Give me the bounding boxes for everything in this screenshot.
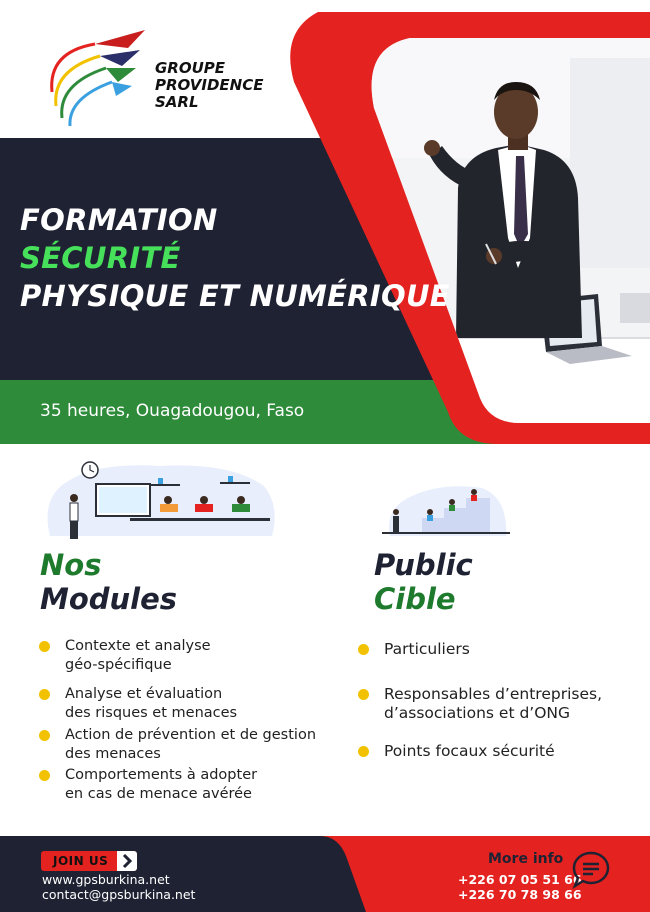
- chevron-right-icon: [117, 851, 137, 871]
- company-logo: [40, 22, 150, 132]
- company-name-line2: PROVIDENCE: [155, 76, 264, 94]
- phone-number-2[interactable]: +226 70 78 98 66: [458, 887, 582, 902]
- hero-title-line3: PHYSIQUE ET NUMÉRIQUE: [20, 279, 450, 313]
- chat-bubble-icon: [571, 850, 611, 890]
- course-info: 35 heures, Ouagadougou, Faso: [40, 401, 305, 421]
- public-line: Points focaux sécurité: [384, 742, 555, 760]
- bullet-dot-icon: [39, 641, 50, 652]
- audience-illustration: [382, 476, 510, 542]
- module-line: des menaces: [65, 746, 161, 762]
- module-line: Analyse et évaluation: [65, 686, 223, 702]
- list-item: [65, 766, 257, 804]
- bullet-dot-icon: [358, 746, 369, 757]
- classroom-illustration: [40, 456, 280, 544]
- module-line: Contexte et analyse: [65, 638, 211, 654]
- list-item: [65, 637, 211, 675]
- public-line: Particuliers: [384, 640, 470, 658]
- email-link[interactable]: contact@gpsburkina.net: [42, 887, 196, 902]
- company-name: [155, 60, 263, 111]
- module-line: géo-spécifique: [65, 657, 172, 673]
- hero-title-line1: FORMATION: [20, 203, 218, 237]
- company-name-line1: GROUPE: [155, 59, 226, 77]
- presenter-photo: [370, 38, 650, 423]
- list-item: [384, 685, 602, 723]
- website-link[interactable]: www.gpsburkina.net: [42, 872, 170, 887]
- list-item: [65, 726, 316, 764]
- list-item: [65, 685, 237, 723]
- modules-heading-line2: Modules: [40, 582, 178, 616]
- public-heading-line2: Cible: [374, 582, 456, 616]
- module-line: en cas de menace avérée: [65, 786, 252, 802]
- hero-title-line2: SÉCURITÉ: [20, 241, 181, 275]
- bullet-dot-icon: [39, 689, 50, 700]
- join-us-label: JOIN US: [53, 854, 109, 868]
- join-us-button[interactable]: [41, 851, 137, 871]
- more-info-label: More info: [488, 851, 564, 867]
- public-heading-line1: Public: [374, 548, 473, 582]
- module-line: Action de prévention et de gestion: [65, 727, 317, 743]
- list-item: [384, 742, 555, 761]
- module-line: Comportements à adopter: [65, 767, 258, 783]
- public-line: d’associations et d’ONG: [384, 704, 571, 722]
- module-line: des risques et menaces: [65, 705, 238, 721]
- bullet-dot-icon: [358, 689, 369, 700]
- modules-heading-line1: Nos: [40, 548, 102, 582]
- company-name-line3: SARL: [155, 93, 199, 111]
- bullet-dot-icon: [39, 730, 50, 741]
- bullet-dot-icon: [358, 644, 369, 655]
- bullet-dot-icon: [39, 770, 50, 781]
- phone-number-1[interactable]: +226 07 05 51 66: [458, 872, 582, 887]
- public-line: Responsables d’entreprises,: [384, 685, 602, 703]
- list-item: [384, 640, 470, 659]
